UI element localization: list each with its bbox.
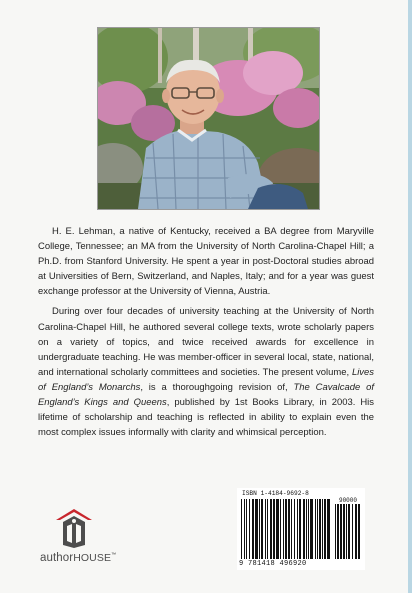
barcode-bar xyxy=(255,499,258,559)
barcode-bar xyxy=(352,504,353,559)
barcode-bar xyxy=(322,499,323,559)
barcode-bar xyxy=(276,499,279,559)
barcode-bar xyxy=(327,499,330,559)
barcode-bar xyxy=(249,499,250,559)
bio-career-text-a: During over four decades of university teaching at the University of North Carolina-Chapel Hill, he authored several college texts, wrote scholarly papers on a variety of topics, and twice received awards for excellence in undergraduate teaching. He was member-officer in several local, state, national, and international scholarly committees and societies. The present volume, xyxy=(38,306,374,378)
author-photo xyxy=(97,27,320,210)
barcode-bar xyxy=(358,504,360,559)
barcode-bar xyxy=(283,499,284,559)
barcode-bar xyxy=(306,499,307,559)
barcode-bar xyxy=(265,499,266,559)
barcode-bar xyxy=(241,499,242,559)
barcode-bar xyxy=(346,504,347,559)
publisher-name-part2: HOUSE xyxy=(73,552,112,564)
barcode-bar xyxy=(244,499,245,559)
ean-barcode xyxy=(241,499,331,559)
barcode-bar xyxy=(299,499,301,559)
barcode-bar xyxy=(348,504,350,559)
barcode-bar xyxy=(315,499,316,559)
barcode-bar xyxy=(297,499,298,559)
author-bio xyxy=(38,224,374,440)
barcode-bar xyxy=(337,504,339,559)
barcode-bar xyxy=(303,499,305,559)
addon-number: 90000 xyxy=(338,497,357,504)
publisher-name-part1: author xyxy=(40,552,74,564)
barcode-block xyxy=(237,488,365,570)
bio-career-text-b: , is a thoroughgoing revision of, xyxy=(140,381,294,393)
house-book-icon xyxy=(54,507,94,549)
barcode-bar xyxy=(267,499,268,559)
addon-barcode xyxy=(335,504,361,559)
barcode-bar xyxy=(317,499,318,559)
barcode-bar xyxy=(288,499,290,559)
publisher-name xyxy=(40,552,136,564)
barcode-bar xyxy=(294,499,295,559)
bio-paragraph-education: H. E. Lehman, a native of Kentucky, received a BA degree from Maryville College, Tennessee; an MA from the University of North Carolina-Chapel Hill; a Ph.D. from Stanford University. He spent a year in post-Doctoral studies abroad at Universities of Bern, Switzerland, and Naples, Italy; and for a year was guest exchange professor at the University of Vienna, Austria. xyxy=(38,226,374,298)
barcode-bar xyxy=(261,499,263,559)
barcode-bar xyxy=(308,499,309,559)
barcode-bar xyxy=(259,499,260,559)
barcode-bar xyxy=(280,499,281,559)
bio-paragraph-career xyxy=(38,304,374,440)
barcode-bar xyxy=(340,504,342,559)
barcode-bar xyxy=(343,504,345,559)
barcode-bar xyxy=(246,499,247,559)
barcode-bar xyxy=(355,504,357,559)
isbn-label: ISBN 1-4184-9692-8 xyxy=(242,490,309,497)
barcode-bar xyxy=(335,504,336,559)
ean-number: 9 781418 496920 xyxy=(239,560,307,568)
barcode-bar xyxy=(285,499,287,559)
barcode-bar xyxy=(291,499,292,559)
barcode-bar xyxy=(270,499,272,559)
book-title-previous: The Cavalcade of England’s Kings and Queens xyxy=(38,381,374,409)
book-title-current: Lives of England’s Monarchs xyxy=(38,366,374,393)
barcode-bar xyxy=(324,499,326,559)
barcode-bar xyxy=(310,499,313,559)
trademark-symbol: ™ xyxy=(111,552,117,559)
spine-edge xyxy=(408,0,412,593)
barcode-bar xyxy=(252,499,254,559)
bio-career-text-c: , published by 1st Books Library, in 2003. His lifetime of scholarship and teaching is reflected in ability to explain even the most complex issues informally with clarity and whimsical perception. xyxy=(38,397,374,439)
publisher-logo xyxy=(40,507,136,567)
barcode-bar xyxy=(319,499,321,559)
author-portrait xyxy=(98,28,319,209)
barcode-bar xyxy=(273,499,275,559)
